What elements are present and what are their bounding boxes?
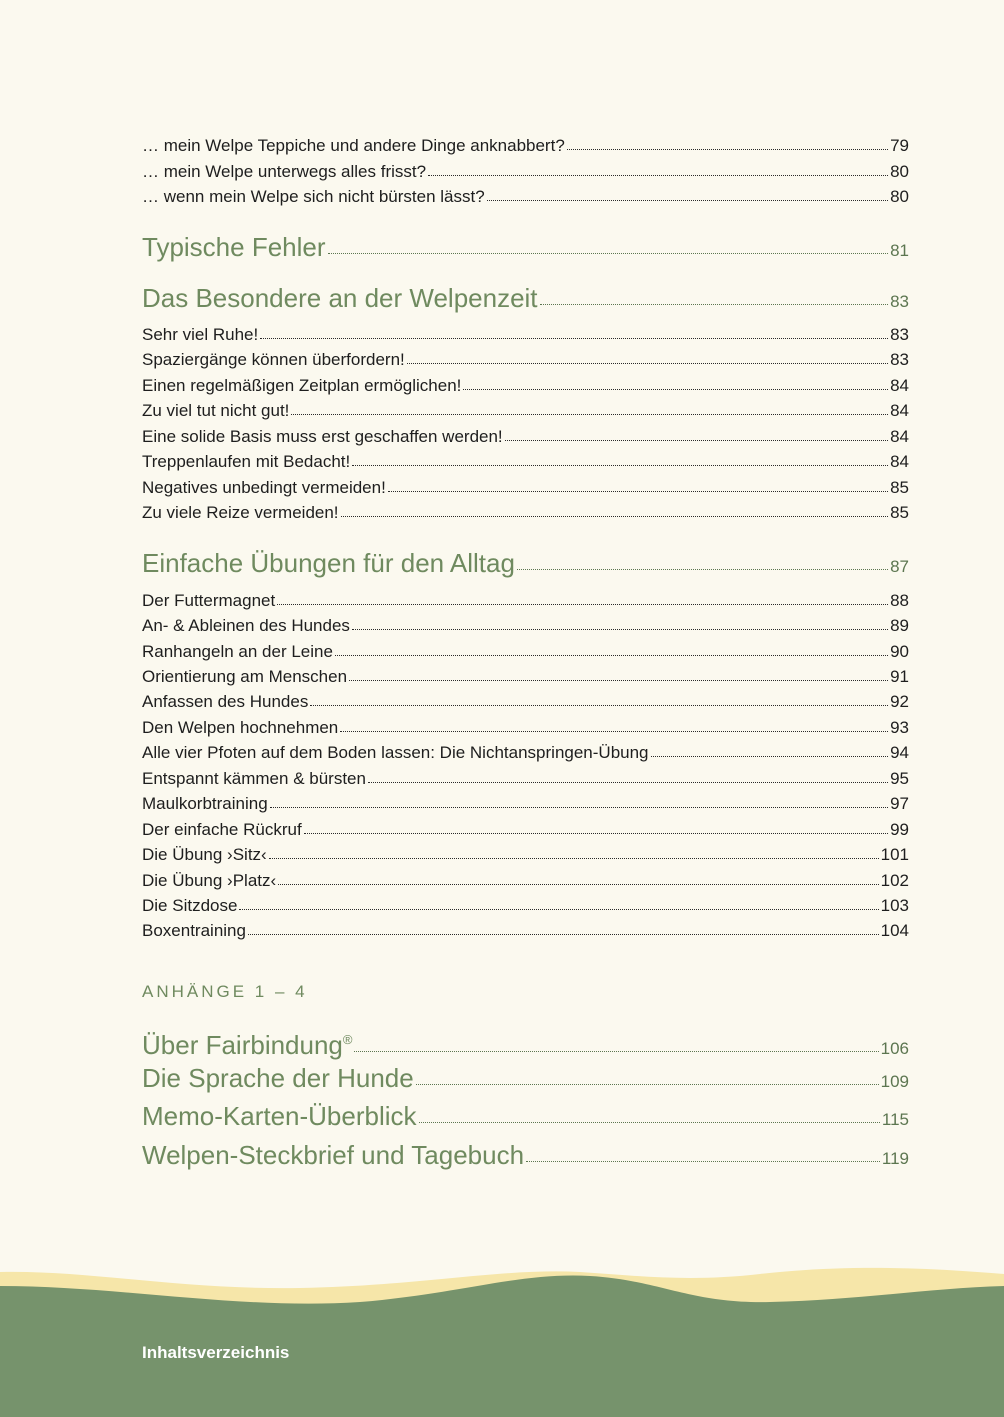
toc-entry-title: Anfassen des Hundes — [142, 692, 309, 711]
toc-leader-dots — [463, 389, 888, 390]
toc-entry[interactable] — [142, 477, 909, 499]
toc-leader-dots — [428, 175, 888, 176]
toc-entry[interactable] — [142, 742, 909, 764]
toc-leader-dots — [349, 680, 888, 681]
toc-entry-title: Treppenlaufen mit Bedacht! — [142, 452, 351, 471]
toc-leader-dots — [278, 884, 878, 885]
toc-entry-title: Ranhangeln an der Leine — [142, 642, 333, 661]
toc-entry[interactable] — [142, 641, 909, 663]
toc-entry-page: 84 — [890, 401, 909, 420]
toc-chapter-title: Einfache Übungen für den Alltag — [142, 548, 515, 578]
toc-entry-page: 103 — [880, 896, 909, 915]
toc-chapter-title: Typische Fehler — [142, 232, 326, 262]
toc-leader-dots — [517, 569, 888, 570]
toc-leader-dots — [248, 934, 879, 935]
toc-entry-title: Einen regelmäßigen Zeitplan ermöglichen! — [142, 376, 462, 395]
toc-entry-title: Den Welpen hochnehmen — [142, 718, 339, 737]
toc-appendix-heading[interactable] — [142, 1025, 909, 1064]
toc-appendix-title: Die Sprache der Hunde — [142, 1063, 414, 1093]
toc-leader-dots — [270, 807, 888, 808]
footer-wave-decoration — [0, 1260, 1004, 1417]
toc-entry[interactable] — [142, 400, 909, 422]
toc-entry-page: 90 — [890, 642, 909, 661]
registered-mark: ® — [342, 1032, 353, 1047]
toc-entry-title: Die Sitzdose — [142, 896, 238, 915]
toc-entry[interactable] — [142, 870, 909, 892]
toc-chapter-heading[interactable] — [142, 548, 909, 582]
toc-entry-title: Sehr viel Ruhe! — [142, 325, 259, 344]
toc-entry-page: 89 — [890, 616, 909, 635]
toc-entry-page: 94 — [890, 743, 909, 762]
toc-leader-dots — [368, 782, 888, 783]
toc-entry-title: Die Übung ›Platz‹ — [142, 871, 277, 890]
toc-entry[interactable] — [142, 451, 909, 473]
toc-entry-title: Negatives unbedingt vermeiden! — [142, 478, 386, 497]
toc-entry[interactable] — [142, 615, 909, 637]
toc-entry-page: 101 — [880, 845, 909, 864]
toc-leader-dots — [567, 149, 888, 150]
toc-entry[interactable] — [142, 666, 909, 688]
toc-entry[interactable] — [142, 768, 909, 790]
toc-entry-page: 95 — [890, 769, 909, 788]
toc-appendix-title: Über Fairbindung® — [142, 1030, 353, 1060]
toc-leader-dots — [407, 363, 888, 364]
toc-entry[interactable] — [142, 135, 909, 157]
toc-entry[interactable] — [142, 324, 909, 346]
toc-leader-dots — [340, 731, 888, 732]
toc-leader-dots — [352, 629, 888, 630]
toc-appendix-title: Welpen-Steckbrief und Tagebuch — [142, 1140, 525, 1170]
toc-leader-dots — [416, 1084, 879, 1085]
appendix-section-label: ANHÄNGE 1 – 4 — [142, 982, 308, 1001]
toc-entry[interactable] — [142, 502, 909, 524]
toc-entry-title: An- & Ableinen des Hundes — [142, 616, 350, 635]
toc-entry-title: Entspannt kämmen & bürsten — [142, 769, 366, 788]
toc-chapter-page: 87 — [890, 557, 909, 576]
toc-leader-dots — [352, 465, 888, 466]
toc-entry[interactable] — [142, 819, 909, 841]
toc-entry[interactable] — [142, 426, 909, 448]
toc-entry[interactable] — [142, 793, 909, 815]
toc-entry-title: Der Futtermagnet — [142, 591, 276, 610]
toc-entry-page: 97 — [890, 794, 909, 813]
toc-entry-page: 85 — [890, 503, 909, 522]
toc-leader-dots — [304, 833, 888, 834]
toc-entry-page: 91 — [890, 667, 909, 686]
toc-entry-title: … mein Welpe unterwegs alles frisst? — [142, 162, 427, 181]
toc-entry-page: 93 — [890, 718, 909, 737]
toc-leader-dots — [419, 1122, 880, 1123]
toc-entry[interactable] — [142, 844, 909, 866]
toc-entry-page: 84 — [890, 376, 909, 395]
toc-entry-title: Maulkorbtraining — [142, 794, 268, 813]
toc-entry-title: … wenn mein Welpe sich nicht bürsten lässt? — [142, 187, 485, 206]
toc-leader-dots — [260, 338, 888, 339]
toc-entry[interactable] — [142, 186, 909, 208]
toc-entry-page: 84 — [890, 452, 909, 471]
toc-leader-dots — [505, 440, 888, 441]
toc-entry-page: 102 — [880, 871, 909, 890]
toc-entry-title: Die Übung ›Sitz‹ — [142, 845, 267, 864]
toc-chapter-page: 81 — [890, 241, 909, 260]
toc-leader-dots — [388, 491, 888, 492]
toc-appendix-page: 119 — [881, 1149, 909, 1168]
toc-leader-dots — [487, 200, 888, 201]
toc-entry-title: Zu viele Reize vermeiden! — [142, 503, 339, 522]
toc-leader-dots — [335, 655, 888, 656]
toc-appendix-heading[interactable] — [142, 1101, 909, 1135]
toc-leader-dots — [341, 516, 889, 517]
toc-entry[interactable] — [142, 920, 909, 942]
toc-leader-dots — [291, 414, 888, 415]
toc-entry-page: 84 — [890, 427, 909, 446]
toc-chapter-heading[interactable] — [142, 232, 909, 266]
toc-leader-dots — [526, 1161, 880, 1162]
toc-entry-page: 80 — [890, 187, 909, 206]
toc-leader-dots — [310, 705, 888, 706]
toc-appendix-page: 106 — [880, 1039, 909, 1058]
toc-leader-dots — [328, 253, 889, 254]
toc-chapter-heading[interactable] — [142, 283, 909, 317]
footer-section-title: Inhaltsverzeichnis — [142, 1343, 290, 1362]
toc-leader-dots — [651, 756, 889, 757]
toc-entry-title: Orientierung am Menschen — [142, 667, 348, 686]
toc-entry[interactable] — [142, 349, 909, 371]
toc-entry-title: Spaziergänge können überfordern! — [142, 350, 405, 369]
toc-entry-page: 79 — [890, 136, 909, 155]
toc-leader-dots — [277, 604, 888, 605]
toc-entry-page: 104 — [880, 921, 909, 940]
toc-entry-page: 88 — [890, 591, 909, 610]
toc-entry-title: Eine solide Basis muss erst geschaffen werden! — [142, 427, 503, 446]
toc-entry[interactable] — [142, 375, 909, 397]
toc-leader-dots — [354, 1051, 878, 1052]
toc-appendix-heading[interactable] — [142, 1063, 909, 1097]
toc-appendix-title: Memo-Karten-Überblick — [142, 1101, 417, 1131]
toc-appendix-heading[interactable] — [142, 1140, 909, 1174]
toc-entry[interactable] — [142, 161, 909, 183]
toc-entry-page: 85 — [890, 478, 909, 497]
toc-leader-dots — [269, 858, 879, 859]
toc-chapter-page: 83 — [890, 292, 909, 311]
toc-entry-page: 83 — [890, 325, 909, 344]
toc-leader-dots — [239, 909, 878, 910]
toc-entry[interactable] — [142, 691, 909, 713]
toc-entry[interactable] — [142, 590, 909, 612]
toc-entry-page: 92 — [890, 692, 909, 711]
toc-entry-title: Zu viel tut nicht gut! — [142, 401, 290, 420]
toc-entry-title: Alle vier Pfoten auf dem Boden lassen: Die Nichtanspringen-Übung — [142, 743, 649, 762]
toc-entry-page: 83 — [890, 350, 909, 369]
toc-entry[interactable] — [142, 717, 909, 739]
toc-entry-title: Der einfache Rückruf — [142, 820, 302, 839]
toc-leader-dots — [540, 304, 889, 305]
toc-entry-title: … mein Welpe Teppiche und andere Dinge anknabbert? — [142, 136, 565, 155]
toc-entry-page: 99 — [890, 820, 909, 839]
toc-appendix-page: 109 — [880, 1072, 909, 1091]
toc-appendix-page: 115 — [881, 1110, 909, 1129]
toc-entry-page: 80 — [890, 162, 909, 181]
toc-chapter-title: Das Besondere an der Welpenzeit — [142, 283, 538, 313]
toc-entry-title: Boxentraining — [142, 921, 246, 940]
toc-entry[interactable] — [142, 895, 909, 917]
